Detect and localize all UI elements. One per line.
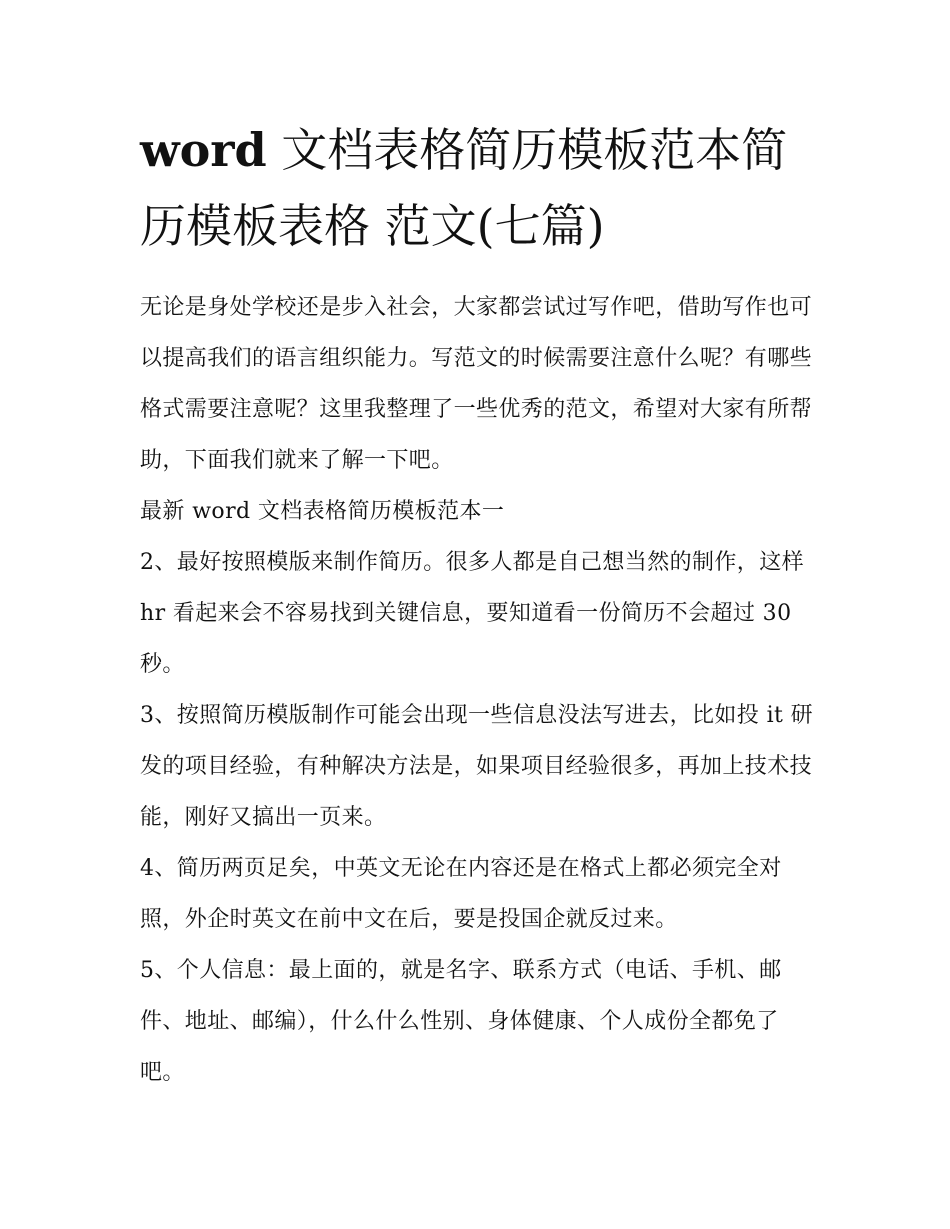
- list-item-3: 3、按照简历模版制作可能会出现一些信息没法写进去，比如投 it 研发的项目经验，有种解决方法是，如果项目经验很多，再加上技术技能，刚好又搞出一页来。: [140, 703, 814, 830]
- document-page: [140, 112, 820, 1098]
- document-title: [140, 112, 820, 264]
- intro-paragraph: 无论是身处学校还是步入社会，大家都尝试过写作吧，借助写作也可以提高我们的语言组织能力。写范文的时候需要注意什么呢？有哪些格式需要注意呢？这里我整理了一些优秀的范文，希望对大家有所帮助，下面我们就来了解一下吧。: [140, 295, 813, 473]
- list-item-5: 5、个人信息：最上面的，就是名字、联系方式（电话、手机、邮件、地址、邮编），什么什么性别、身体健康、个人成份全都免了吧。: [140, 958, 782, 1085]
- document-title-rest: 文档表格简历模板范本简历模板表格 范文(七篇): [140, 123, 788, 253]
- section-heading: 最新 word 文档表格简历模板范本一: [140, 499, 505, 524]
- list-item-4: 4、简历两页足矣，中英文无论在内容还是在格式上都必须完全对照，外企时英文在前中文在后，要是投国企就反过来。: [140, 856, 782, 932]
- list-item-2: 2、最好按照模版来制作简历。很多人都是自己想当然的制作，这样 hr 看起来会不容易找到关键信息，要知道看一份简历不会超过 30 秒。: [140, 550, 804, 677]
- document-title-prefix: word: [140, 123, 267, 177]
